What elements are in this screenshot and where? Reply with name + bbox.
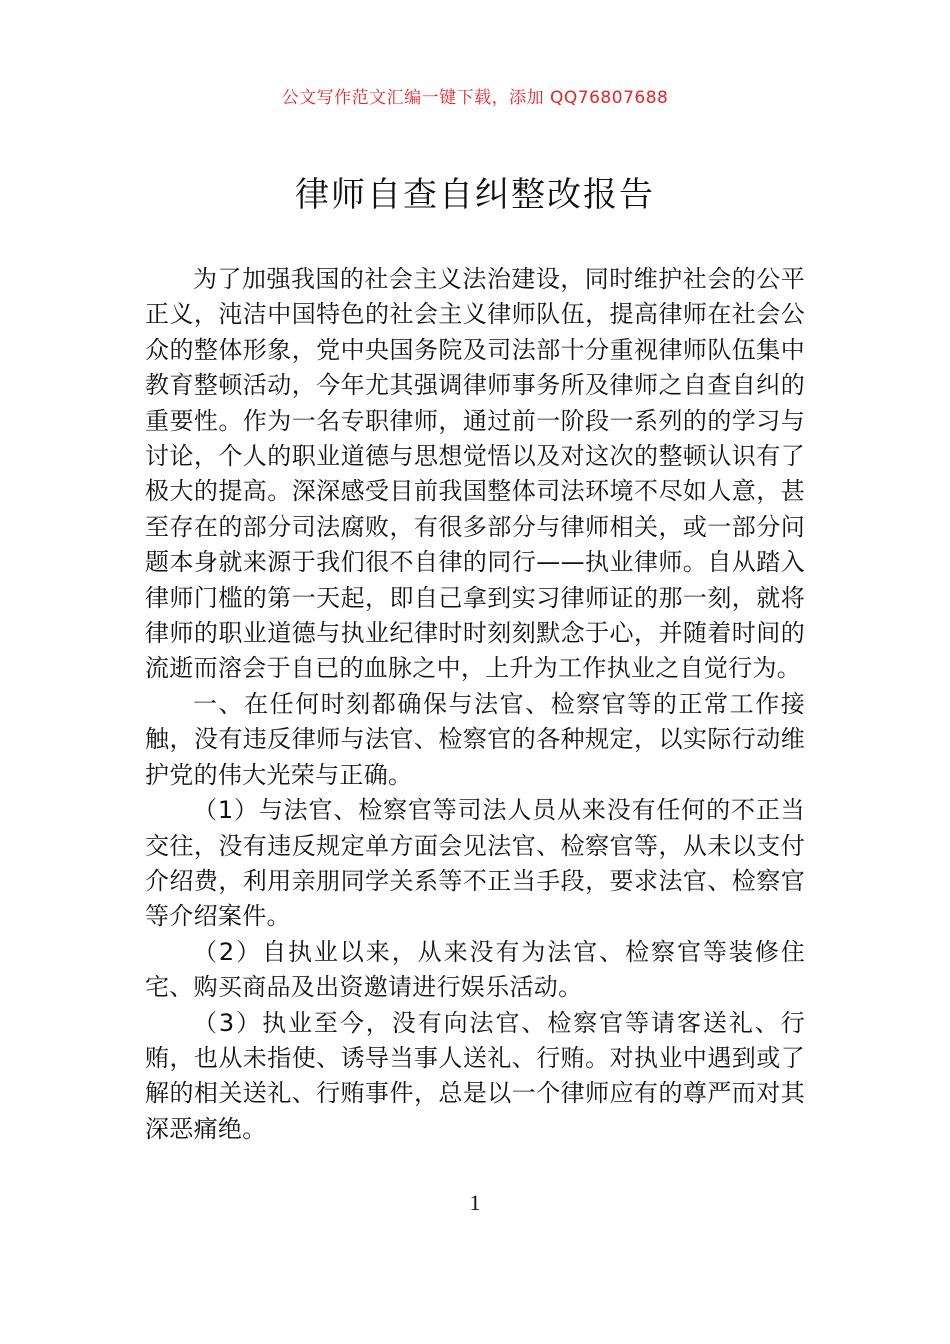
document-body bbox=[145, 262, 805, 1147]
page-number: 1 bbox=[469, 1190, 481, 1215]
paragraph-item-1: （1）与法官、检察官等司法人员从来没有任何的不正当交往，没有违反规定单方面会见法官、检察官等，从未以支付介绍费，利用亲朋同学关系等不正当手段，要求法官、检察官等介绍案件。 bbox=[145, 796, 805, 931]
paragraph-intro: 为了加强我国的社会主义法治建设，同时维护社会的公平正义，沌洁中国特色的社会主义律师队伍，提高律师在社会公众的整体形象，党中央国务院及司法部十分重视律师队伍集中教育整顿活动，今年尤其强调律师事务所及律师之自查自纠的重要性。作为一名专职律师，通过前一阶段一系列的的学习与讨论，个人的职业道德与思想觉悟以及对这次的整顿认识有了极大的提高。深深感受目前我国整体司法环境不尽如人意，甚至存在的部分司法腐败，有很多部分与律师相关，或一部分问题本身就来源于我们很不自律的同行——执业律师。自从踏入律师门槛的第一天起，即自己拿到实习律师证的那一刻，就将律师的职业道德与执业纪律时时刻刻默念于心，并随着时间的流逝而溶会于自已的血脉之中，上升为工作执业之自觉行为。 bbox=[145, 265, 805, 683]
paragraph-item-3: （3）执业至今，没有向法官、检察官等请客送礼、行贿，也从未指使、诱导当事人送礼、行贿。对执业中遇到或了解的相关送礼、行贿事件，总是以一个律师应有的尊严而对其深恶痛绝。 bbox=[145, 1008, 805, 1143]
paragraph-item-2: （2）自执业以来，从来没有为法官、检察官等装修住宅、购买商品及出资邀请进行娱乐活动。 bbox=[145, 937, 805, 1002]
document-title: 律师自查自纠整改报告 bbox=[295, 175, 655, 215]
download-banner: 公文写作范文汇编一键下载，添加 QQ76807688 bbox=[281, 88, 669, 108]
paragraph-section-1: 一、在任何时刻都确保与法官、检察官等的正常工作接触，没有违反律师与法官、检察官的各种规定，以实际行动维护党的伟大光荣与正确。 bbox=[145, 689, 805, 789]
